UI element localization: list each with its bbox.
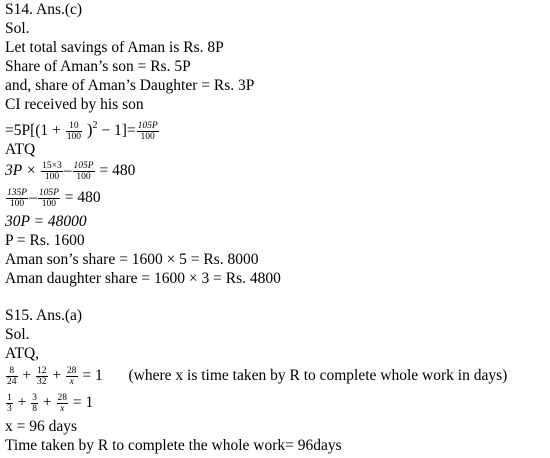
ci-minus-one: − 1]= (101, 122, 136, 139)
s15-eq2-fraction-3: $\frac{28}{x}$ (57, 393, 67, 414)
s15-eq1-note: (where x is time taken by R to complete whole work in days) (128, 367, 508, 385)
s14-line-son-share: Share of Aman’s son = Rs. 5P (5, 58, 191, 75)
s15-eq1-plus-1: + (22, 367, 32, 385)
s15-equation-1 (5, 366, 507, 387)
s14-line-savings: Let total savings of Aman is Rs. 8P (5, 39, 224, 56)
eq2-rhs: = 480 (64, 189, 101, 207)
s14-ci-equation (5, 116, 160, 142)
s14-atq-label: ATQ (5, 141, 36, 158)
s15-eq1-fraction-1: $\frac{8}{24}$ (7, 366, 17, 387)
eq1-rhs: = 480 (99, 162, 136, 180)
s15-eq2-fraction-2: $\frac{3}{8}$ (32, 393, 37, 414)
s15-eq2-plus-1: + (17, 394, 27, 412)
eq2-fraction-2: $\frac{105P}{100}$ (38, 188, 59, 209)
s15-eq1-fraction-3: $\frac{28}{x}$ (67, 366, 77, 387)
ci-close-paren: ) (86, 120, 93, 139)
s15-eq1-rhs: = 1 (82, 367, 103, 385)
s14-son-share-result: Aman son’s share = 1600 × 5 = Rs. 8000 (5, 251, 259, 268)
s15-eq2-fraction-1: $\frac{1}{3}$ (7, 393, 12, 414)
s15-eq1-fraction-2: $\frac{12}{32}$ (37, 366, 47, 387)
eq1-fraction-1: $\frac{15\times 3}{100}$ (42, 161, 62, 182)
s14-daughter-share-result: Aman daughter share = 1600 × 3 = Rs. 4800 (5, 270, 281, 287)
s15-eq2-rhs: = 1 (72, 394, 94, 412)
eq1-minus: – (63, 162, 72, 180)
s14-line-daughter-share: and, share of Aman’s Daughter = Rs. 3P (5, 77, 255, 94)
eq1-fraction-2: $\frac{105P}{100}$ (73, 161, 94, 182)
s14-equation-4: P = Rs. 1600 (5, 232, 85, 249)
eq2-fraction-1: $\frac{135P}{100}$ (7, 188, 28, 209)
s15-equation-3: x = 96 days (5, 418, 78, 435)
s15-heading: S15. Ans.(a) (5, 307, 83, 324)
s15-eq1-plus-2: + (52, 367, 62, 385)
ci-result-fraction: $\frac{105P}{100}$ (137, 120, 158, 142)
s14-equation-2 (5, 188, 101, 209)
ci-prefix: =5P[(1 + (5, 122, 61, 139)
eq1-lhs: 3P × (5, 162, 37, 180)
s14-equation-1 (5, 161, 135, 182)
ci-exponent: 2 (92, 120, 98, 131)
s15-sol-label: Sol. (5, 326, 30, 343)
s14-sol-label: Sol. (5, 20, 30, 37)
s15-eq2-plus-2: + (42, 394, 52, 412)
s15-equation-2 (5, 393, 93, 414)
s15-result: Time taken by R to complete the whole work= 96days (5, 437, 342, 454)
eq2-minus: – (29, 189, 37, 207)
s14-equation-3: 30P = 48000 (5, 213, 87, 230)
s14-line-ci-label: CI received by his son (5, 96, 144, 113)
s15-atq-label: ATQ, (5, 345, 40, 362)
s14-heading: S14. Ans.(c) (5, 1, 83, 18)
ci-rate-fraction: $\frac{10}{100}$ (66, 120, 81, 142)
